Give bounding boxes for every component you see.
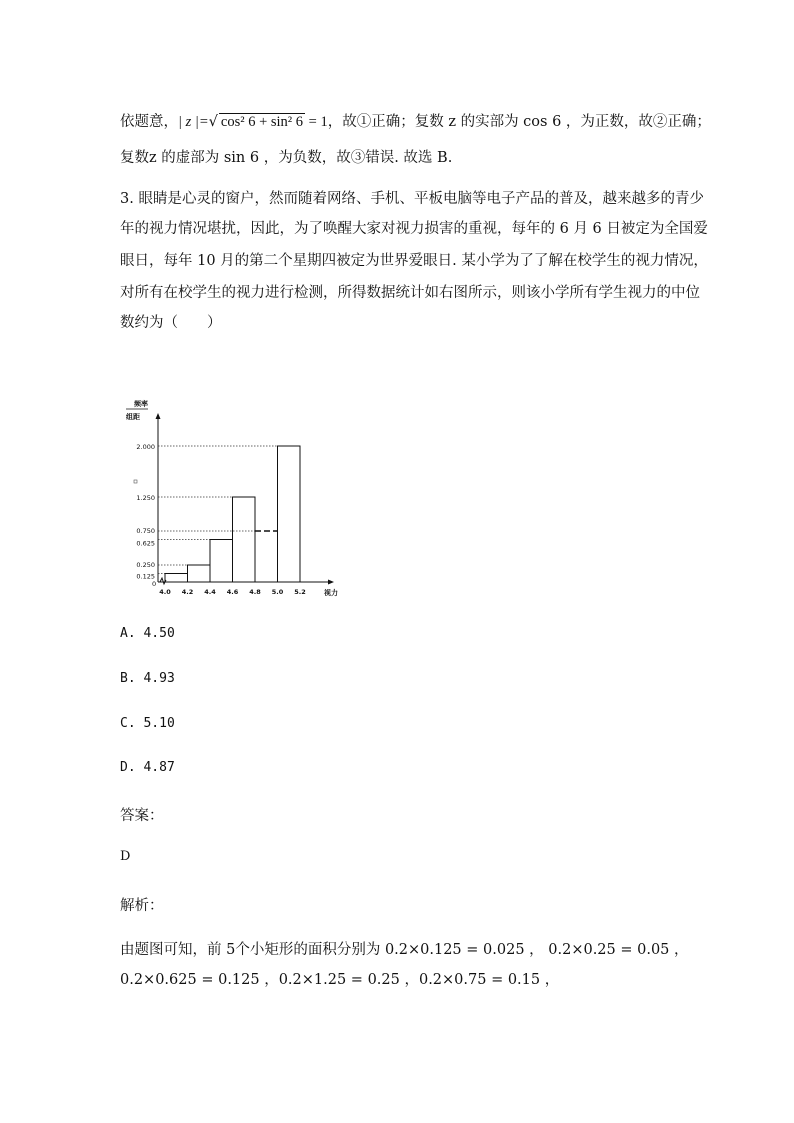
answer-title: 答案：	[120, 808, 164, 824]
y-axis-label-bottom: 组距	[126, 413, 140, 421]
x-tick-label: 4.6	[226, 588, 239, 596]
sqrt-expression: cos² 6 + sin² 6	[220, 114, 304, 130]
y-tick-label: 0.625	[136, 539, 155, 548]
answer-value: D	[120, 849, 131, 864]
question-line-4: 对所有在校学生的视力进行检测，所得数据统计如右图所示，则该小学所有学生视力的中位	[120, 285, 700, 301]
y-axis-arrow	[156, 413, 161, 419]
equals-one: = 1	[305, 114, 328, 130]
option-d[interactable]: D. 4.87	[120, 760, 175, 775]
prev-solution-suffix: ，故①正确；复数 z 的实部为 cos 6 ，为正数，故②正确；	[327, 114, 711, 130]
vision-histogram	[118, 395, 358, 605]
option-b[interactable]: B. 4.93	[120, 671, 175, 686]
y-tick-label: 2.000	[136, 443, 155, 451]
x-tick-label: 5.0	[271, 588, 284, 596]
histogram-bar	[165, 574, 188, 583]
question-line-5: 数约为（ ）	[120, 315, 222, 331]
y-tick-label: 0.250	[136, 561, 155, 569]
small-square-marker	[134, 480, 137, 483]
histogram-bar	[233, 497, 256, 582]
prev-solution-prefix: 依题意，	[120, 114, 178, 130]
x-tick-label: 4.4	[204, 588, 216, 596]
histogram-bar	[188, 565, 211, 582]
option-c[interactable]: C. 5.10	[120, 716, 175, 731]
abs-expression: | z |=	[178, 114, 209, 130]
histogram-bar	[278, 446, 301, 582]
x-tick-label: 4.2	[181, 588, 194, 596]
x-tick-label: 4.8	[249, 588, 261, 596]
analysis-title: 解析：	[120, 898, 164, 914]
x-axis-arrow	[328, 580, 334, 585]
histogram-bar	[210, 540, 233, 583]
x-tick-label: 4.0	[159, 588, 171, 596]
analysis-line-2: 0.2×0.625 = 0.125 ，0.2×1.25 = 0.25 ，0.2×0.75 = 0.15 ，	[120, 972, 560, 988]
prev-solution-line-1: 依题意，| z |=√ cos² 6 + sin² 6 = 1，故①正确；复数 z 的实部为 cos 6 ，为正数，故②正确；	[120, 114, 711, 130]
prev-solution-line-2: 复数z 的虚部为 sin 6 ，为负数，故③错误. 故选 B.	[120, 150, 453, 166]
question-line-2: 年的视力情况堪扰，因此，为了唤醒大家对视力损害的重视，每年的 6 月 6 日被定为全国爱	[120, 221, 708, 237]
question-line-3: 眼日，每年 10 月的第二个星期四被定为世界爱眼日. 某小学为了了解在校学生的视力情况，	[120, 253, 708, 269]
x-axis-label: 视力	[324, 589, 338, 597]
origin-label: 0	[152, 580, 157, 588]
y-tick-label: 0.750	[136, 527, 155, 535]
analysis-line-1: 由题图可知，前 5个小矩形的面积分别为 0.2×0.125 = 0.025 ， 0.2×0.25 = 0.05 ，	[120, 942, 689, 958]
option-a[interactable]: A. 4.50	[120, 626, 175, 641]
x-tick-label: 5.2	[294, 588, 306, 596]
question-line-1: 3. 眼睛是心灵的窗户，然而随着网络、手机、平板电脑等电子产品的普及，越来越多的青少	[120, 191, 704, 207]
y-axis-label-top: 频率	[134, 400, 148, 408]
y-tick-label: 1.250	[136, 494, 155, 502]
y-tick-label: 0.125	[136, 572, 155, 581]
